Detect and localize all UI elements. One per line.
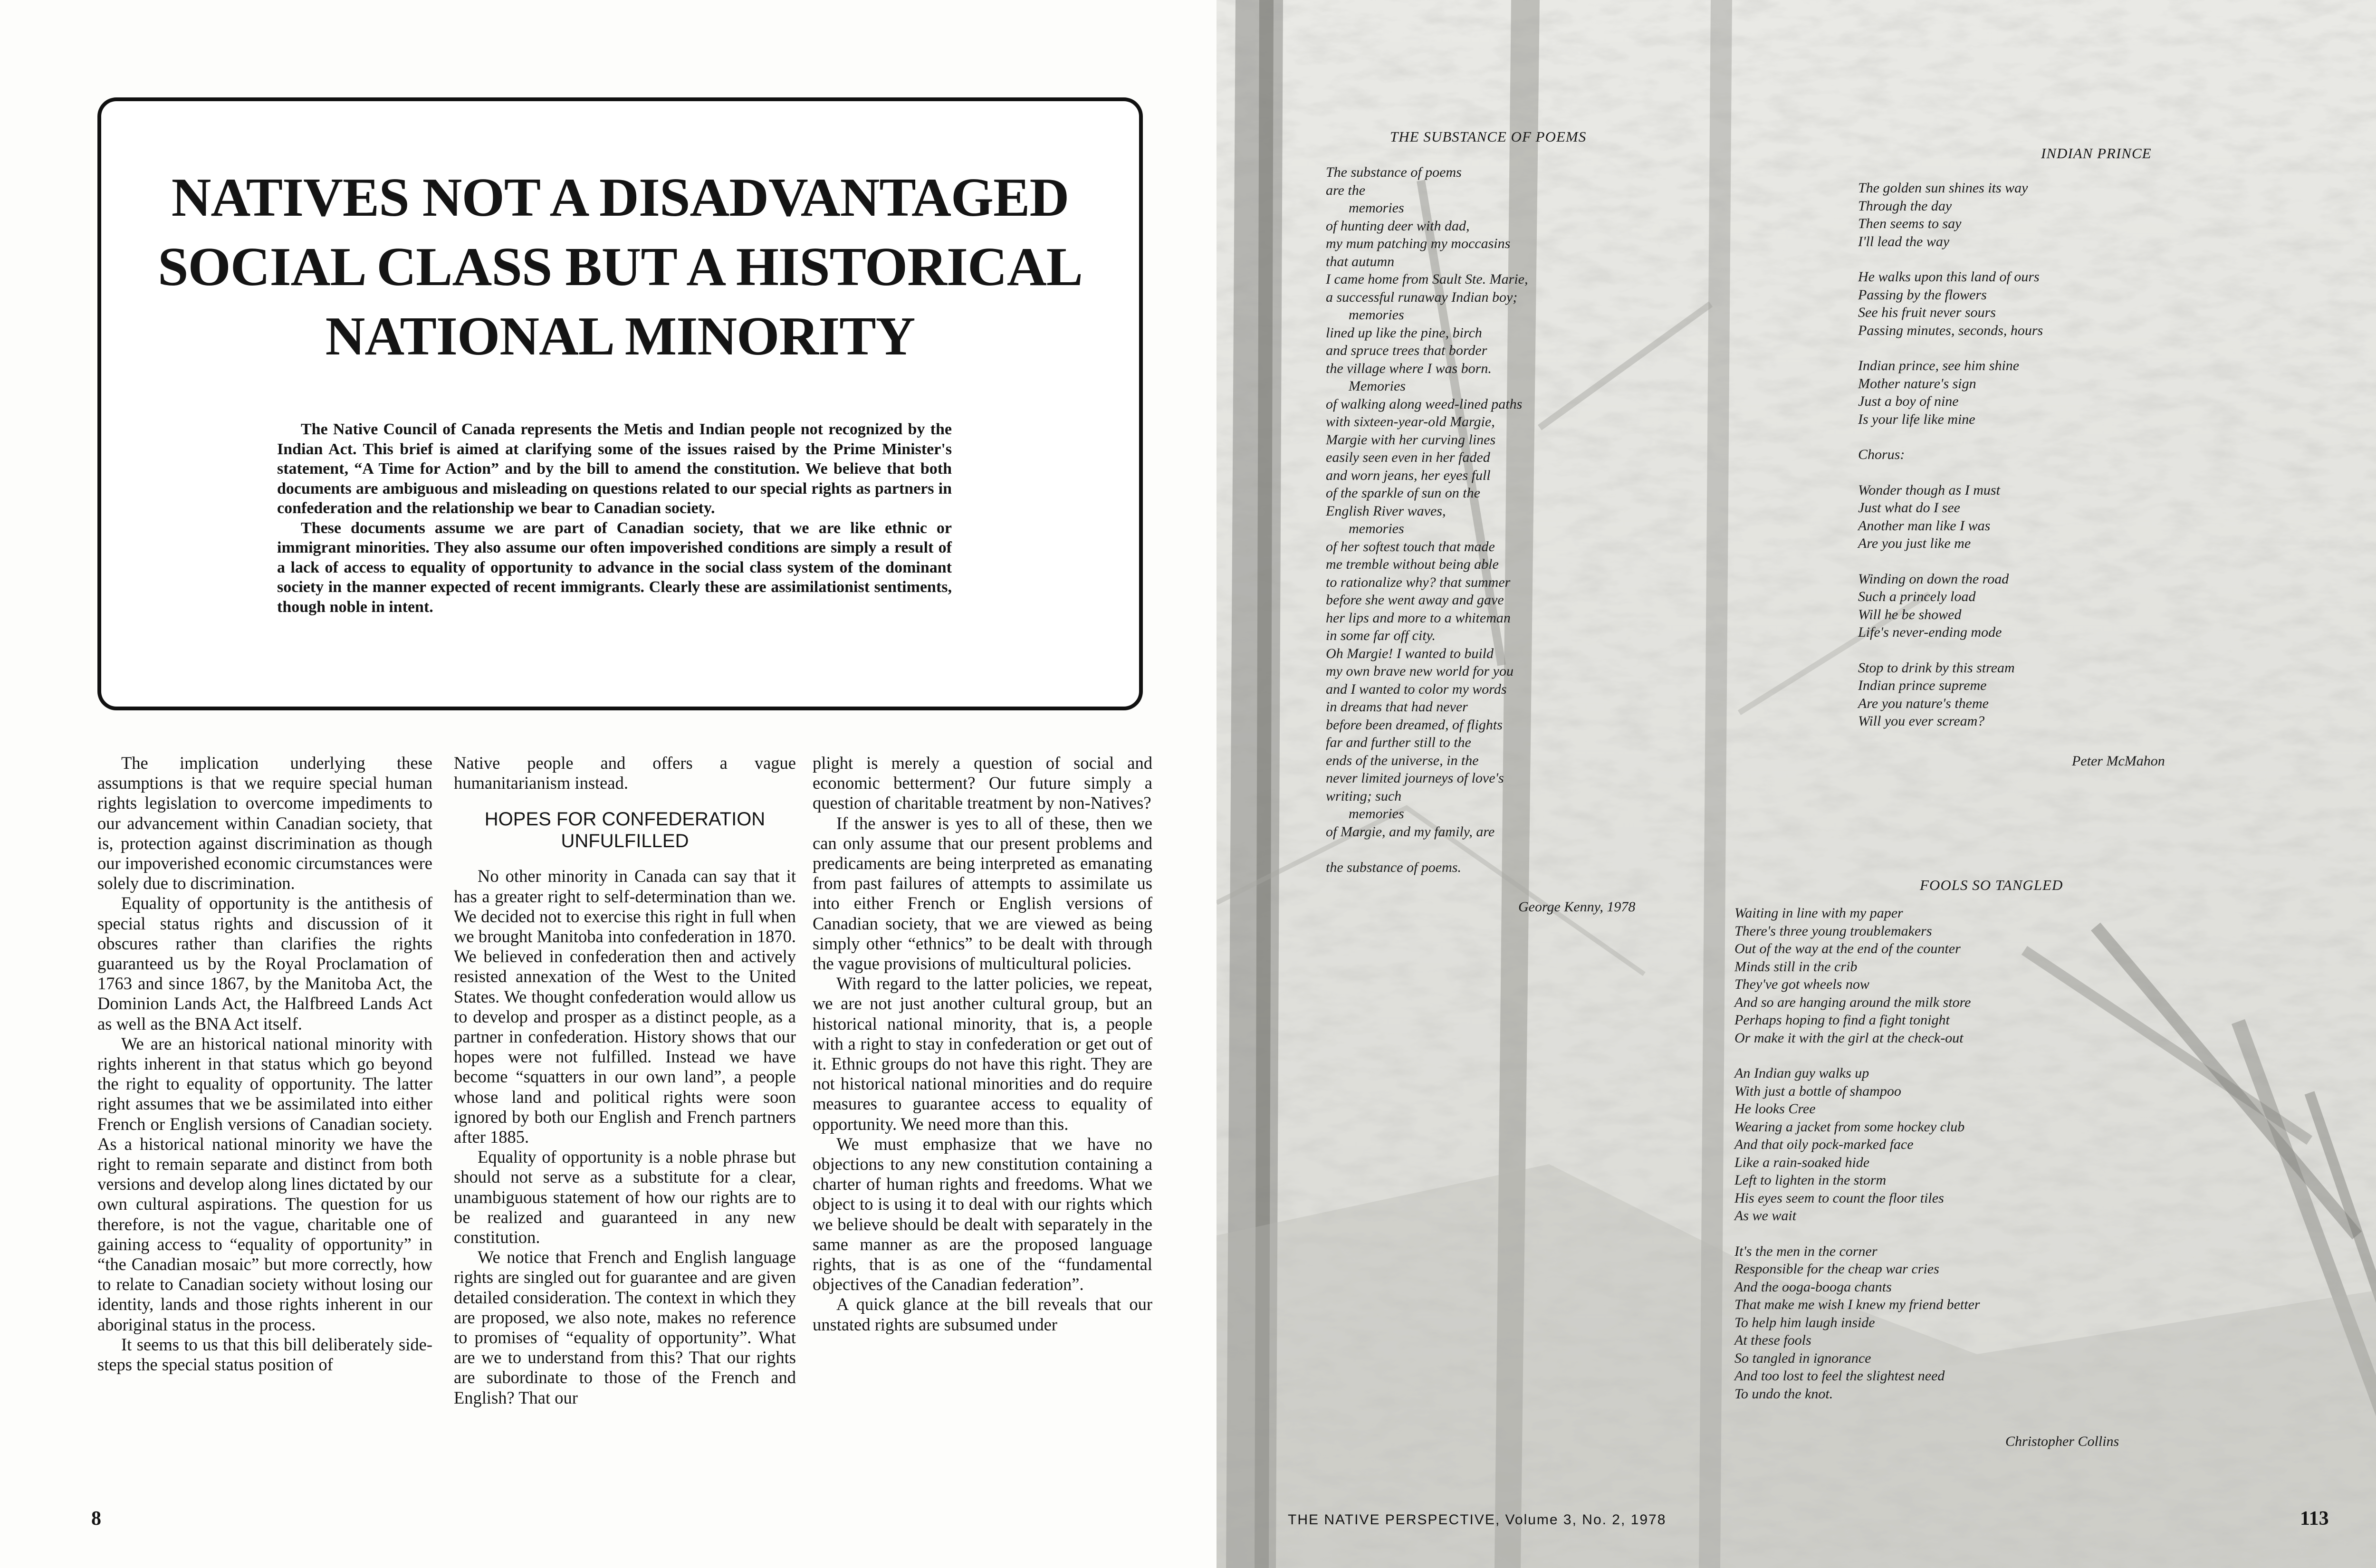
body-paragraph: A quick glance at the bill reveals that our unstated rights are subsumed under (813, 1294, 1152, 1334)
poem-line: the substance of poems. (1326, 859, 1461, 875)
poem-line: With just a bottle of shampoo (1734, 1083, 1901, 1099)
poem-substance-of-poems (1326, 128, 1636, 915)
poem-line: my own brave new world for you (1326, 663, 1514, 679)
poem-line: Indian prince, see him shine (1858, 358, 2020, 373)
poem-line: He looks Cree (1734, 1101, 1816, 1117)
poem-line: Life's never-ending mode (1858, 624, 2002, 640)
poem-line: of the sparkle of sun on the (1326, 485, 1480, 501)
poem-line: Memories (1349, 378, 1406, 394)
body-column-2 (454, 753, 796, 1408)
poem-line: a successful runaway Indian boy; (1326, 289, 1518, 305)
poem-line: of Margie, and my family, are (1326, 823, 1495, 840)
poem-title: THE SUBSTANCE OF POEMS (1390, 128, 1587, 145)
body-paragraph: Equality of opportunity is a noble phrase but should not serve as a substitute for a clear, unambiguous statement of how our rights are to be realized and guaranteed in any new constitution. (454, 1147, 796, 1247)
poem-line: that autumn (1326, 253, 1395, 269)
poem-stanza (1858, 481, 2210, 553)
body-paragraph: If the answer is yes to all of these, then we can only assume that our present problems and predicaments are being interpreted as emanating from past failures of attempts to assimilate us into either French or English versions of Canadian society, that we are viewed as being simply other “ethnics” to be dealt with through the vague provisions of multicultural policies. (813, 813, 1152, 974)
poem-line: And too lost to feel the slightest need (1734, 1368, 1945, 1384)
poem-line: lined up like the pine, birch (1326, 325, 1482, 341)
poem-line: memories (1349, 200, 1404, 216)
poem-stanza (1858, 570, 2210, 641)
body-paragraph: Equality of opportunity is the antithesis of special status rights and discussion of it obscures rather than clarifies the rights guaranteed us by the Royal Proclamation of 1763 and since 1867, by the Manitoba Act, the Dominion Lands Act, the Halfbreed Lands Act as well as the BNA Act itself. (97, 893, 432, 1033)
poem-line: writing; such (1326, 788, 1402, 804)
subhead-line: HOPES FOR CONFEDERATION (484, 809, 766, 830)
poem-line: And that oily pock-marked face (1734, 1137, 1914, 1152)
poem-line: are the (1326, 182, 1366, 198)
poem-line: Are you nature's theme (1858, 695, 1989, 711)
poem-body (1326, 163, 1611, 876)
poem-line: Then seems to say (1858, 216, 1962, 231)
poem-line: Passing by the flowers (1858, 287, 1987, 303)
poem-stanza (1858, 659, 2210, 730)
body-paragraph: We must emphasize that we have no objections to any new constitution containing a charter of human rights and freedoms. What we object to is using it to deal with our rights which we believe should be dealt with separately in the same manner as are the proposed language rights, that is as one of the “fundamental objectives of the Canadian federation”. (813, 1134, 1152, 1294)
poem-line: It's the men in the corner (1734, 1243, 1878, 1259)
poem-line: easily seen even in her faded (1326, 449, 1490, 465)
poem-line: Or make it with the girl at the check-out (1734, 1030, 1964, 1046)
poem-line: Winding on down the road (1858, 571, 2009, 587)
poem-line: before she went away and gave (1326, 592, 1504, 608)
poem-line: His eyes seem to count the floor tiles (1734, 1190, 1944, 1206)
intro-paragraph: The Native Council of Canada represents the Metis and Indian people not recognized by the Indian Act. This brief is aimed at clarifying some of the issues raised by the Prime Minister's statement, “A Time for Action” and by the bill to amend the constitution. We believe that both documents are ambiguous and misleading on questions related to our special rights as partners in confederation and the relationship we bear to Canadian society. (277, 421, 952, 517)
poem-line: Is your life like mine (1858, 411, 1975, 427)
poem-line: Are you just like me (1858, 535, 1971, 551)
headline (130, 163, 1111, 371)
poem-line: Out of the way at the end of the counter (1734, 941, 1961, 956)
poem-line: Such a princely load (1858, 589, 1976, 604)
poem-line: Passing minutes, seconds, hours (1858, 322, 2043, 338)
poem-line: There's three young troublemakers (1734, 923, 1932, 939)
intro-paragraph: These documents assume we are part of Canadian society, that we are like ethnic or immigrant minorities. They also assume our often impoverished conditions are simply a result of a lack of access to equality of opportunity to advance in the social class system of the dominant society in the manner expected of recent immigrants. Clearly these are assimilationist sentiments, though noble in intent. (277, 519, 952, 616)
poem-line: of hunting deer with dad, (1326, 218, 1470, 234)
poem-title: INDIAN PRINCE (2041, 145, 2152, 162)
poem-line: So tangled in ignorance (1734, 1350, 1871, 1366)
poem-stanza (1734, 904, 2162, 1047)
poem-line: I'll lead the way (1858, 233, 1950, 249)
poem-line: never limited journeys of love's (1326, 770, 1504, 786)
poem-author: Christopher Collins (2005, 1434, 2119, 1449)
poem-line: See his fruit never sours (1858, 305, 1996, 320)
poem-line: Stop to drink by this stream (1858, 660, 2015, 676)
body-paragraph: No other minority in Canada can say that it has a greater right to self-determination than we. We decided not to exercise this right in full when we brought Manitoba into confederation in 1870. We believed in confederation then and actively resisted annexation of the West to the United States. We thought confederation would allow us to develop and prosper as a distinct people, as a partner in confederation. History shows that our hopes were not fulfilled. Instead we have become “squatters in our own land”, a people whose land and political rights were soon ignored by both our English and French partners after 1885. (454, 866, 796, 1147)
poem-line: Wonder though as I must (1858, 482, 2000, 498)
poem-line: And the ooga-booga chants (1734, 1279, 1892, 1295)
poem-line: in dreams that had never (1326, 699, 1468, 715)
intro-paragraphs (277, 420, 952, 617)
right-page (1217, 0, 2376, 1568)
poem-line: Perhaps hoping to find a fight tonight (1734, 1012, 1950, 1028)
poem-line: At these fools (1734, 1332, 1811, 1348)
poem-line: Chorus: (1858, 447, 1905, 462)
poem-line: Wearing a jacket from some hockey club (1734, 1119, 1965, 1135)
body-column-3 (813, 753, 1152, 1335)
poem-line: memories (1349, 307, 1404, 323)
subhead-line: UNFULFILLED (561, 831, 689, 852)
poem-line: Just a boy of nine (1858, 393, 1959, 409)
page-number-right: 113 (2300, 1508, 2329, 1530)
poem-line: Through the day (1858, 198, 1952, 214)
poem-line: with sixteen-year-old Margie, (1326, 414, 1495, 430)
poem-line: They've got wheels now (1734, 976, 1869, 992)
poem-line: Just what do I see (1858, 500, 1960, 516)
poem-author: Peter McMahon (2072, 753, 2165, 769)
body-column-1 (97, 753, 432, 1375)
title-box (97, 97, 1143, 710)
poem-stanza (1734, 1064, 2162, 1225)
headline-line: SOCIAL CLASS BUT A HISTORICAL (158, 237, 1083, 297)
poem-line: To help him laugh inside (1734, 1314, 1875, 1330)
poem-line: I came home from Sault Ste. Marie, (1326, 271, 1528, 287)
headline-line: NATIONAL MINORITY (325, 306, 915, 367)
body-paragraph: With regard to the latter policies, we repeat, we are not just another cultural group, but an historical national minority, that is, a people with a right to stay in confederation or get out of it. Ethnic groups do not have this right. They are not historical national minorities and do require measures to guarantee access to equality of opportunity. We need more than this. (813, 974, 1152, 1134)
body-paragraph: It seems to us that this bill deliberately side-steps the special status position of (97, 1334, 432, 1375)
poem-line: memories (1349, 521, 1404, 536)
poem-line: Minds still in the crib (1734, 958, 1858, 975)
poem-line: Like a rain-soaked hide (1734, 1154, 1870, 1170)
body-paragraph-continued: Native people and offers a vague humanitarianism instead. (454, 753, 796, 793)
poem-line: far and further still to the (1326, 735, 1471, 750)
poem-line: He walks upon this land of ours (1858, 269, 2040, 285)
poem-title: FOOLS SO TANGLED (1920, 877, 2063, 893)
poem-line: Another man like I was (1858, 517, 1991, 534)
poem-line: Mother nature's sign (1858, 375, 1976, 392)
poem-line: Indian prince supreme (1858, 678, 1987, 693)
poem-line: of walking along weed-lined paths (1326, 396, 1523, 412)
poem-line: Will he be showed (1858, 606, 1962, 622)
poem-line: Margie with her curving lines (1326, 431, 1496, 448)
poem-line: The golden sun shines its way (1858, 180, 2028, 196)
running-footer: THE NATIVE PERSPECTIVE, Volume 3, No. 2, 1978 (1288, 1512, 1667, 1528)
poem-line: and I wanted to color my words (1326, 681, 1507, 697)
poem-line: my mum patching my moccasins (1326, 236, 1511, 251)
poem-line: of her softest touch that made (1326, 538, 1495, 555)
poem-line: And so are hanging around the milk store (1734, 994, 1971, 1010)
body-paragraph: The implication underlying these assumptions is that we require special human rights legislation to overcome impediments to our advancement within Canadian society, that is, protection against discrimination as though our impoverished economic circumstances were solely due to discrimination. (97, 753, 432, 893)
body-paragraph-continued: plight is merely a question of social and economic betterment? Our future simply a question of charitable treatment by non-Natives? (813, 753, 1152, 813)
poem-line: The substance of poems (1326, 164, 1462, 180)
poem-line: the village where I was born. (1326, 360, 1492, 376)
poem-line: and spruce trees that border (1326, 343, 1487, 358)
poem-chorus-label (1858, 446, 2210, 464)
poem-line: Waiting in line with my paper (1734, 905, 1903, 921)
body-paragraph: We notice that French and English language rights are singled out for guarantee and are given detailed consideration. The context in which they are proposed, we also note, makes no reference to promises of “equality of opportunity”. What are we to understand from this? That our rights are subordinate to those of the French and English? That our (454, 1247, 796, 1407)
poem-line: to rationalize why? that summer (1326, 574, 1511, 590)
poem-stanza (1858, 268, 2210, 339)
poem-line: in some far off city. (1326, 628, 1436, 643)
poem-indian-prince (1858, 145, 2210, 769)
poem-fools-so-tangled (1734, 877, 2162, 1449)
poem-line: Responsible for the cheap war cries (1734, 1261, 1939, 1277)
poem-line: As we wait (1734, 1208, 1797, 1224)
poem-line: That make me wish I knew my friend better (1734, 1297, 1980, 1312)
poem-line: English River waves, (1326, 503, 1446, 519)
section-subhead (454, 808, 796, 852)
poem-line: Will you ever scream? (1858, 713, 1985, 729)
poem-line: memories (1349, 806, 1404, 822)
poem-author: George Kenny, 1978 (1518, 899, 1636, 915)
poem-stanza (1858, 357, 2210, 428)
poem-line-blank (1326, 841, 1611, 859)
headline-line: NATIVES NOT A DISADVANTAGED (171, 167, 1069, 228)
poem-line: her lips and more to a whiteman (1326, 610, 1511, 626)
poem-stanza (1734, 1243, 2162, 1403)
poem-line: and worn jeans, her eyes full (1326, 467, 1491, 483)
poem-line: Oh Margie! I wanted to build (1326, 645, 1494, 661)
poem-line: ends of the universe, in the (1326, 752, 1479, 768)
poem-line: To undo the knot. (1734, 1386, 1833, 1402)
body-paragraph: We are an historical national minority with rights inherent in that status which go beyond the right to equality of opportunity. The latter right assumes that we be assimilated into either French or English versions of Canadian society. As a historical national minority we have the right to remain separate and distinct from both versions and develop along lines dictated by our own cultural aspirations. The question for us therefore, is not the vague, charitable one of gaining access to “equality of opportunity” in “the Canadian mosaic” but more correctly, how to relate to Canadian society without losing our identity, lands and those rights inherent in our aboriginal status in the process. (97, 1033, 432, 1334)
poem-line: Left to lighten in the storm (1734, 1172, 1887, 1188)
poem-line: me tremble without being able (1326, 556, 1499, 572)
poem-line: An Indian guy walks up (1734, 1065, 1869, 1081)
poem-line: before been dreamed, of flights (1326, 717, 1503, 733)
poem-stanza (1858, 179, 2210, 250)
page-number-left: 8 (91, 1508, 101, 1530)
